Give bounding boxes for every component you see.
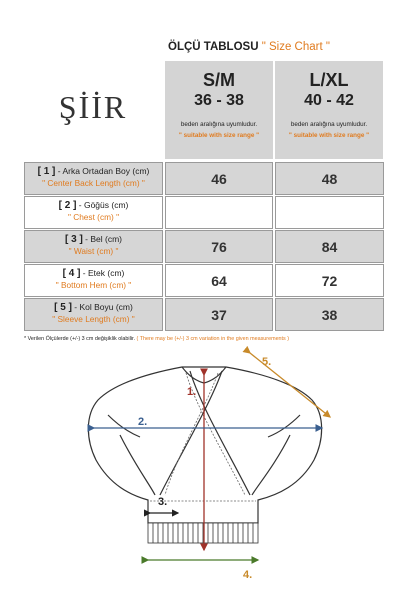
row-number: [ 1 ] (37, 166, 56, 177)
row-label (24, 162, 163, 195)
value-lxl: 48 (275, 162, 384, 195)
measure-4-label: 4. (243, 569, 253, 581)
ribbed-hem (148, 523, 258, 543)
measure-2-label: 2. (138, 416, 148, 428)
footnote-en: ( There may be (+/-) 3 cm variation in the given measurements ) (136, 336, 290, 342)
row-number: [ 3 ] (65, 234, 83, 245)
row-number: [ 4 ] (62, 268, 81, 279)
size-range: 36 - 38 (194, 92, 244, 109)
measure-1-label: 1. (187, 386, 197, 398)
measurement-footnote (24, 336, 394, 342)
brand-logo: ŞİİR (58, 89, 128, 125)
value-sm: 76 (165, 230, 273, 263)
row-label (24, 264, 163, 297)
size-chart-title (168, 41, 400, 53)
garment-diagram (0, 345, 400, 595)
row-label (24, 230, 163, 263)
row-name-en: " Waist (cm) " (68, 246, 119, 256)
size-header-lxl (275, 61, 383, 159)
value-sm: 37 (165, 298, 273, 331)
garment-outline (88, 367, 321, 523)
row-name-tr: - Göğüs (cm) (78, 200, 129, 210)
row-name-en: " Center Back Length (cm) " (42, 178, 145, 188)
row-name-tr: - Bel (cm) (85, 234, 122, 244)
row-name-en: " Bottom Hem (cm) " (55, 280, 132, 290)
table-row (24, 162, 384, 195)
size-label: L/XL (309, 70, 349, 90)
size-label: S/M (202, 70, 235, 90)
table-row (24, 298, 384, 331)
value-sm: 64 (165, 264, 273, 297)
size-note-en: " suitable with size range " (288, 132, 370, 139)
title-tr: ÖLÇÜ TABLOSU (168, 41, 259, 53)
measure-3-label: 3. (158, 496, 168, 508)
row-name-tr: - Etek (cm) (82, 268, 125, 278)
size-range: 40 - 42 (304, 92, 354, 109)
table-row (24, 196, 384, 229)
value-lxl: 72 (275, 264, 384, 297)
row-name-tr: - Kol Boyu (cm) (74, 302, 133, 312)
size-header-sm (165, 61, 273, 159)
size-note-tr: beden aralığına uyumludur. (180, 121, 258, 128)
row-name-en: " Sleeve Length (cm) " (52, 314, 135, 324)
value-lxl: 38 (275, 298, 384, 331)
value-lxl: 84 (275, 230, 384, 263)
measure-5-label: 5. (262, 356, 272, 368)
size-note-tr: beden aralığına uyumludur. (290, 121, 368, 128)
row-label (24, 196, 163, 229)
size-note-en: " suitable with size range " (178, 132, 260, 139)
stitch-lines (150, 373, 256, 501)
value-lxl (275, 196, 384, 229)
row-number: [ 5 ] (54, 302, 72, 313)
value-sm: 46 (165, 162, 273, 195)
row-label (24, 298, 163, 331)
footnote-tr: * Verilen Ölçülerde (+/-) 3 cm değişiklik olabilir. (24, 336, 135, 342)
title-en: " Size Chart " (261, 41, 330, 53)
row-name-tr: - Arka Ortadan Boy (cm) (57, 166, 150, 176)
row-name-en: " Chest (cm) " (67, 212, 120, 222)
table-row (24, 264, 384, 297)
table-row (24, 230, 384, 263)
value-sm (165, 196, 273, 229)
row-number: [ 2 ] (58, 200, 77, 211)
